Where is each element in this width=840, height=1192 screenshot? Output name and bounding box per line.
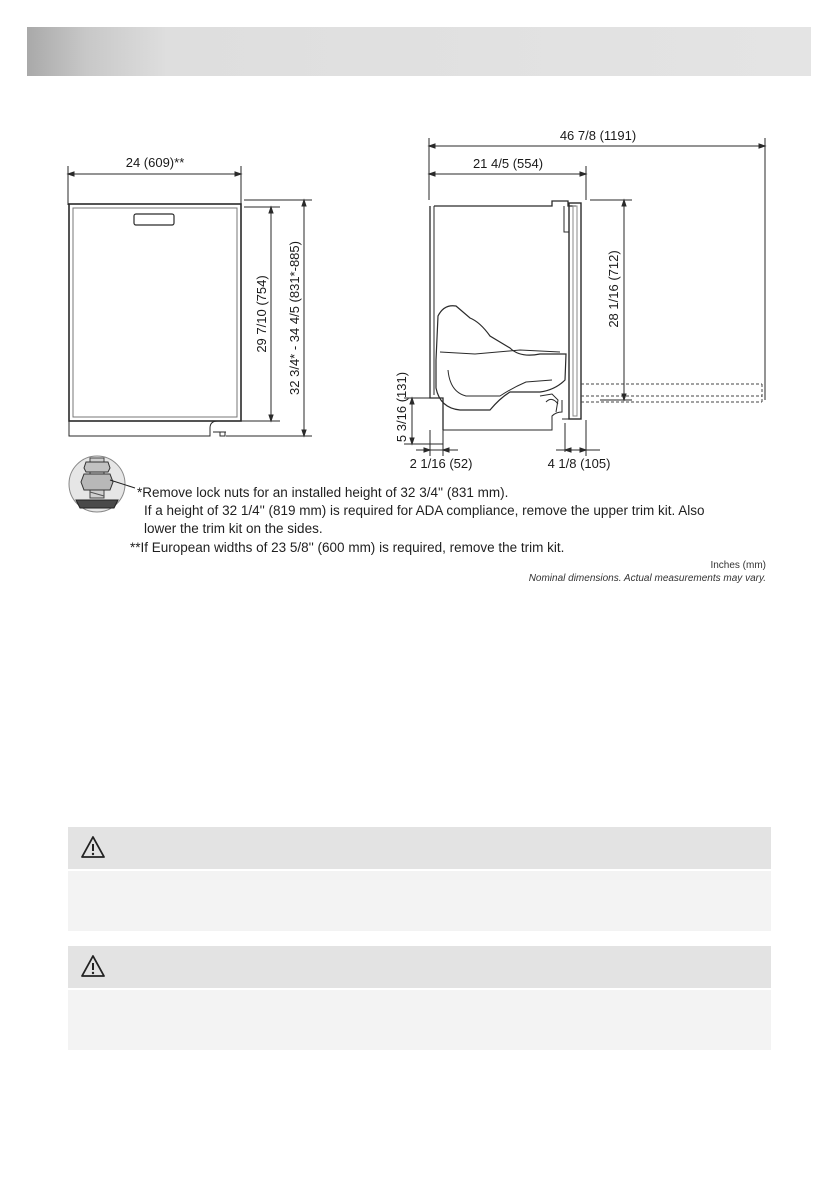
side-body-depth-label: 21 4/5 (554) [472, 156, 544, 171]
side-view [404, 138, 765, 456]
front-view [68, 166, 312, 436]
note-line-4: **If European widths of 23 5/8'' (600 mm) is required, remove the trim kit. [130, 540, 565, 555]
nominal-dimensions-note: Nominal dimensions. Actual measurements may vary. [528, 573, 766, 584]
warning-body-1 [68, 871, 771, 931]
front-width-label: 24 (609)** [125, 155, 185, 170]
side-total-depth-label: 46 7/8 (1191) [559, 128, 637, 143]
lock-nut-icon [69, 456, 135, 512]
front-outer-height-label: 32 3/4* - 34 4/5 (831*-885) [287, 241, 302, 395]
warning-triangle-icon [80, 954, 106, 978]
side-door-height-label: 28 1/16 (712) [606, 250, 621, 328]
warning-triangle-icon [80, 835, 106, 859]
warning-body-2 [68, 990, 771, 1050]
note-line-2: If a height of 32 1/4'' (819 mm) is required for ADA compliance, remove the upper trim kit. Also [144, 503, 705, 518]
side-door-thickness-label: 4 1/8 (105) [547, 456, 611, 471]
side-toe-depth-label: 2 1/16 (52) [409, 456, 473, 471]
note-line-3: lower the trim kit on the sides. [144, 521, 323, 536]
front-inner-height-label: 29 7/10 (754) [254, 275, 269, 353]
warning-header-2 [68, 946, 771, 988]
units-legend: Inches (mm) [710, 560, 766, 571]
side-toe-height-label: 5 3/16 (131) [394, 371, 409, 443]
note-line-1: *Remove lock nuts for an installed height of 32 3/4'' (831 mm). [137, 485, 509, 500]
warning-header-1 [68, 827, 771, 869]
